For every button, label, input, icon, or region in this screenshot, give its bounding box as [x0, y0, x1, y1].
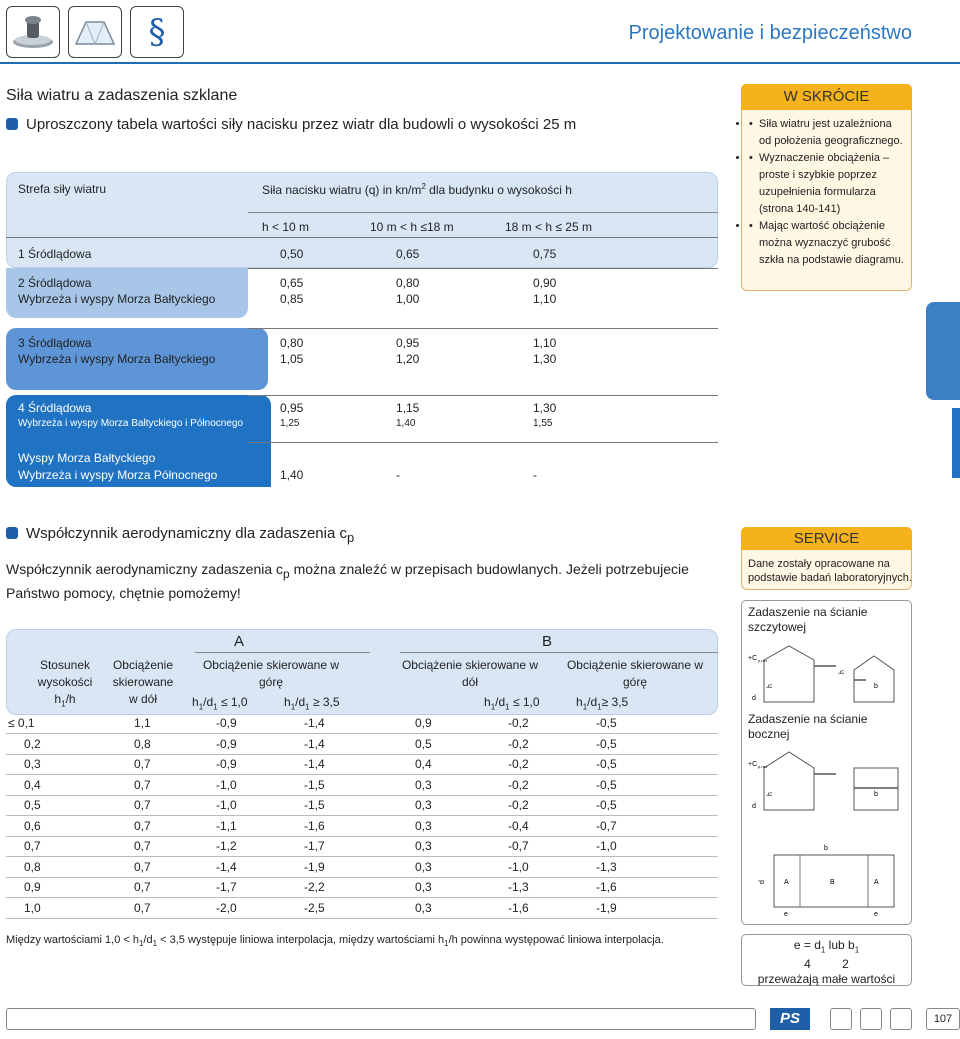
row-divider: [6, 877, 718, 878]
group-b-rule: [400, 652, 718, 653]
zone-label: Wybrzeża i wyspy Morza Bałtyckiego i Północnego: [18, 418, 244, 429]
wind-value-cell: 0,80: [280, 336, 304, 350]
gable-diagram: [744, 640, 909, 710]
cp-value-cell: 0,8: [134, 736, 151, 751]
svg-text:b: b: [824, 845, 828, 852]
col-load-down-header: Obciążenie skierowane w dół: [112, 658, 174, 706]
row-divider: [6, 754, 718, 755]
footer-logo: PS: [770, 1008, 810, 1030]
cp-value-cell: -1,4: [216, 859, 237, 874]
cp-value-cell: -1,6: [508, 900, 529, 915]
bullet-square-icon: [6, 527, 18, 539]
cp-value-cell: 0,7: [134, 880, 151, 894]
col-b-up-header: Obciążenie skierowane w górę: [566, 658, 704, 689]
zone-label: Wybrzeża i wyspy Morza Bałtyckiego: [18, 292, 216, 306]
col-header-zone: Strefa siły wiatru: [18, 182, 107, 196]
row-divider: [6, 897, 718, 898]
ratio-cell: 0,8: [24, 859, 41, 874]
side-title: Zadaszenie na ścianie bocznej: [748, 712, 868, 741]
zone-label: 3 Śródlądowa: [18, 336, 92, 350]
cp-value-cell: 1,1: [134, 716, 151, 730]
row-divider: [6, 918, 718, 919]
cp-value-cell: 0,7: [134, 818, 151, 833]
wind-value-cell: 1,05: [280, 352, 304, 366]
header-divider: [248, 212, 718, 213]
gable-title: Zadaszenie na ścianie szczytowej: [748, 605, 868, 634]
w-skrocie-item: • • Mając wartość obciążenie można wyznaczyć grubość szkła na podstawie diagramu.: [749, 218, 906, 269]
cp-value-cell: 0,3: [415, 818, 432, 833]
wind-value-cell: 0,80: [396, 276, 420, 290]
cp-value-cell: -1,0: [216, 777, 237, 792]
w-skrocie-item: • • Wyznaczenie obciążenia – proste i szybkie poprzez uzupełnienia formularza (strona 140-141): [749, 150, 906, 218]
cp-value-cell: -1,0: [216, 798, 237, 812]
page-title: Projektowanie i bezpieczeństwo: [628, 22, 912, 44]
cp-value-cell: -1,9: [596, 900, 617, 915]
subtitle-text: Uproszczony tabela wartości siły nacisku przez wiatr dla budowli o wysokości 25 m: [26, 116, 577, 133]
col-header: h < 10 m: [262, 220, 310, 234]
paragraph-icon-tile: [130, 6, 184, 58]
cp-value-cell: -0,2: [508, 716, 529, 730]
wind-value-cell: -: [396, 468, 400, 482]
cp-value-cell: -0,2: [508, 757, 529, 771]
row-divider: [248, 328, 718, 329]
cp-value-cell: 0,3: [415, 900, 432, 915]
cp-value-cell: -1,3: [508, 880, 529, 894]
cp-value-cell: -1,0: [508, 859, 529, 874]
col-ratio-header: Stosunek wysokości $h_1/h$: [37, 658, 93, 709]
cp-value-cell: -1,4: [304, 736, 325, 751]
wind-value-cell: 1,40: [280, 468, 304, 482]
w-skrocie-list: [741, 116, 912, 269]
svg-text:h: h: [839, 670, 846, 674]
cp-value-cell: 0,3: [415, 798, 432, 812]
row-divider: [6, 815, 718, 816]
cp-value-cell: -2,5: [304, 900, 325, 915]
skylight-icon: [72, 12, 118, 52]
section-subtitle: [6, 116, 576, 133]
wind-value-cell: 1,10: [533, 336, 557, 350]
cp-value-cell: 0,7: [134, 859, 151, 874]
cp-value-cell: 0,5: [415, 736, 432, 751]
col-a-up-header: Obciążenie skierowane w górę: [202, 658, 340, 689]
ratio-cell: ≤ 0,1: [8, 716, 35, 730]
cp-value-cell: -0,9: [216, 736, 237, 751]
side-diagram: [744, 748, 909, 818]
wind-value-cell: 0,85: [280, 292, 304, 306]
wind-value-cell: 0,65: [396, 247, 420, 261]
zone-label: Wybrzeża i wyspy Morza Północnego: [18, 468, 218, 482]
ratio-cell: 0,4: [24, 777, 41, 792]
cp-value-cell: -1,4: [304, 757, 325, 771]
svg-text:h: h: [767, 684, 774, 688]
cp-value-cell: -1,1: [216, 818, 237, 833]
section2-title: Współczynnik aerodynamiczny dla zadaszenia $c_p$: [6, 525, 354, 545]
col-header: 18 m < h ≤ 25 m: [505, 220, 592, 234]
row-divider: [6, 836, 718, 837]
cp-value-cell: -0,5: [596, 777, 617, 792]
zone-label: Wyspy Morza Bałtyckiego: [18, 451, 156, 465]
wind-value-cell: -: [533, 468, 537, 482]
row-divider: [6, 856, 718, 857]
wind-value-cell: 1,20: [396, 352, 420, 366]
ratio-cell: 0,5: [24, 798, 41, 812]
svg-text:e: e: [874, 911, 878, 918]
row-divider: [6, 795, 718, 796]
cp-value-cell: -0,7: [596, 818, 617, 833]
ratio-cell: 1,0: [24, 900, 41, 915]
cp-value-cell: 0,3: [415, 859, 432, 874]
wind-value-cell: 0,90: [533, 276, 557, 290]
cp-value-cell: -0,5: [596, 757, 617, 771]
bullet-square-icon: [6, 118, 18, 130]
row-divider: [6, 237, 718, 238]
chimney-cap-icon-tile: [6, 6, 60, 58]
cp-value-cell: -1,9: [304, 859, 325, 874]
cp-value-cell: 0,7: [134, 757, 151, 771]
sub-header: $h_1/d_1 \ge 3,5$: [284, 695, 340, 712]
wind-value-cell: 1,40: [396, 418, 416, 429]
cp-value-cell: -0,9: [216, 716, 237, 730]
wind-value-cell: 0,95: [280, 401, 304, 415]
col-group-header: Siła nacisku wiatru (q) in $kn/m^2$ dla budynku o wysokości h: [262, 182, 572, 197]
footer-bar: [6, 1008, 756, 1030]
wind-value-cell: 1,00: [396, 292, 420, 306]
wind-value-cell: 1,30: [533, 352, 557, 366]
cp-value-cell: 0,3: [415, 839, 432, 853]
cp-value-cell: -0,4: [508, 818, 529, 833]
svg-text:B: B: [830, 879, 835, 886]
sub-header: $h_1/d_1 \le 1,0$: [192, 695, 248, 712]
wind-value-cell: 0,75: [533, 247, 557, 261]
cp-value-cell: -0,2: [508, 736, 529, 751]
cp-value-cell: -0,5: [596, 736, 617, 751]
wind-value-cell: 1,15: [396, 401, 420, 415]
cp-value-cell: -0,5: [596, 798, 617, 812]
paragraph-icon: §: [148, 12, 166, 52]
cp-value-cell: 0,3: [415, 777, 432, 792]
svg-text:p,net: p,net: [758, 658, 767, 663]
cp-value-cell: -1,5: [304, 777, 325, 792]
group-a-label: A: [234, 633, 245, 650]
cp-value-cell: 0,7: [134, 839, 151, 853]
group-b-label: B: [542, 633, 553, 650]
section-title: Siła wiatru a zadaszenia szklane: [6, 87, 238, 104]
zone-label: 4 Śródlądowa: [18, 401, 92, 415]
cp-value-cell: 0,9: [415, 716, 432, 730]
cp-value-cell: -1,6: [304, 818, 325, 833]
cp-value-cell: 0,7: [134, 798, 151, 812]
side-tab[interactable]: [926, 302, 960, 400]
cp-label: +C: [748, 655, 758, 662]
wind-value-cell: 0,65: [280, 276, 304, 290]
svg-text:+C: +C: [748, 761, 758, 768]
chimney-cap-icon: [10, 12, 56, 52]
cp-value-cell: -1,4: [304, 716, 325, 730]
cp-value-cell: -1,6: [596, 880, 617, 894]
row-divider: [248, 442, 718, 443]
row-divider: [248, 395, 718, 396]
row-divider: [248, 268, 718, 269]
service-text: Dane zostały opracowane na podstawie badań laboratoryjnych.: [748, 558, 912, 584]
row-divider: [6, 733, 718, 734]
svg-text:h: h: [767, 792, 774, 796]
svg-text:A: A: [784, 879, 789, 886]
cp-value-cell: 0,4: [415, 757, 432, 771]
plan-diagram: [744, 840, 909, 920]
ratio-cell: 0,6: [24, 818, 41, 833]
ratio-cell: 0,9: [24, 880, 41, 894]
cp-value-cell: -0,2: [508, 777, 529, 792]
footer-tile: [860, 1008, 882, 1030]
cp-value-cell: -1,2: [216, 839, 237, 853]
zone-label: 1 Śródlądowa: [18, 247, 92, 261]
sub-header: $h_1/d_1\ge 3,5$: [576, 695, 629, 712]
ratio-cell: 0,7: [24, 839, 41, 853]
ratio-cell: 0,3: [24, 757, 41, 771]
page-number: 107: [926, 1008, 960, 1030]
service-title: SERVICE: [741, 527, 912, 550]
footer-tile: [830, 1008, 852, 1030]
wind-value-cell: 0,50: [280, 247, 304, 261]
cp-value-cell: -1,3: [596, 859, 617, 874]
svg-text:A: A: [874, 879, 879, 886]
wind-value-cell: 1,10: [533, 292, 557, 306]
svg-text:b: b: [874, 791, 878, 798]
svg-text:b: b: [874, 683, 878, 690]
side-tab-strip: [952, 408, 960, 478]
sub-header: $h_1/d_1 \le 1,0$: [484, 695, 540, 712]
cp-value-cell: -0,2: [508, 798, 529, 812]
cp-value-cell: 0,7: [134, 777, 151, 792]
cp-value-cell: -0,7: [508, 839, 529, 853]
col-b-down-header: Obciążenie skierowane w dół: [401, 658, 539, 689]
svg-text:d: d: [759, 880, 766, 884]
cp-value-cell: -2,2: [304, 880, 325, 894]
svg-text:d: d: [752, 803, 756, 810]
zone-label: Wybrzeża i wyspy Morza Bałtyckiego: [18, 352, 216, 366]
cp-value-cell: 0,7: [134, 900, 151, 915]
zone-label: 2 Śródlądowa: [18, 276, 92, 290]
wind-value-cell: 1,25: [280, 418, 300, 429]
ratio-cell: 0,2: [24, 736, 41, 751]
cp-value-cell: 0,3: [415, 880, 432, 894]
cp-value-cell: -1,0: [596, 839, 617, 853]
svg-text:p,net: p,net: [758, 764, 767, 769]
group-a-rule: [195, 652, 370, 653]
cp-value-cell: -2,0: [216, 900, 237, 915]
w-skrocie-title: W SKRÓCIE: [741, 84, 912, 110]
col-header: 10 m < h ≤18 m: [370, 220, 454, 234]
cp-footnote: Między wartościami $1,0 < h_1/d_1 < 3,5$ występuje liniowa interpolacja, między wartościami $h_1/h$ powinna występować liniowa interpolacja.: [6, 934, 664, 949]
cp-value-cell: -0,5: [596, 716, 617, 730]
wind-value-cell: 0,95: [396, 336, 420, 350]
wind-value-cell: 1,30: [533, 401, 557, 415]
section2-paragraph: Współczynnik aerodynamiczny zadaszenia $c_p$ można znaleźć w przepisach budowlanych. Jeżeli potrzebujecie Państwo pomocy, chętnie pomożemy!: [6, 561, 689, 601]
wind-value-cell: 1,55: [533, 418, 553, 429]
formula: $e = d_1$ lub $b_1$ 4 2 przeważają małe wartości: [757, 938, 896, 987]
cp-value-cell: -0,9: [216, 757, 237, 771]
skylight-icon-tile: [68, 6, 122, 58]
row-divider: [6, 774, 718, 775]
header-rule: [0, 62, 960, 64]
footer-tile: [890, 1008, 912, 1030]
cp-value-cell: -1,7: [304, 839, 325, 853]
svg-text:e: e: [784, 911, 788, 918]
svg-text:d: d: [752, 695, 756, 702]
w-skrocie-item: • • Siła wiatru jest uzależniona od położenia geograficznego.: [749, 116, 906, 150]
cp-value-cell: -1,7: [216, 880, 237, 894]
cp-value-cell: -1,5: [304, 798, 325, 812]
